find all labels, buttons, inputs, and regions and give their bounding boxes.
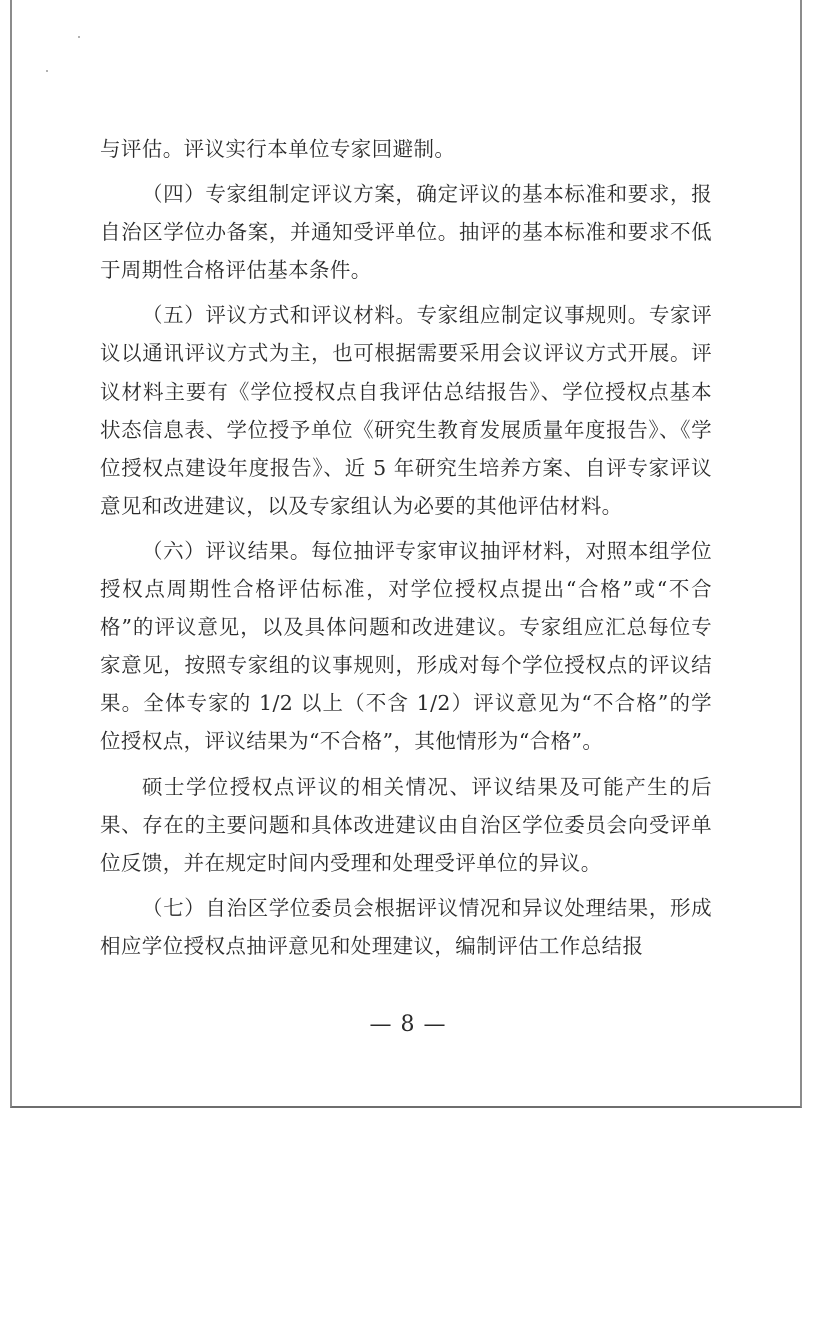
paragraph-item-6: （六）评议结果。每位抽评专家审议抽评材料，对照本组学位授权点周期性合格评估标准，对学位授权点提出“合格”或“不合格”的评议意见，以及具体问题和改进建议。专家组应汇总每位专家意见，按照专家组的议事规则，形成对每个学位授权点的评议结果。全体专家的 1/2 以上（不含 1/2）评议意见为“不合格”的学位授权点，评议结果为“不合格”，其他情形为“合格”。	[100, 538, 712, 754]
paragraph-item-4: （四）专家组制定评议方案，确定评议的基本标准和要求，报自治区学位办备案，并通知受评单位。抽评的基本标准和要求不低于周期性合格评估基本条件。	[100, 182, 712, 283]
page-number: — 8 —	[369, 1012, 447, 1037]
paragraph-continuation: 与评估。评议实行本单位专家回避制。	[100, 137, 456, 161]
paragraph-feedback: 硕士学位授权点评议的相关情况、评议结果及可能产生的后果、存在的主要问题和具体改进建议由自治区学位委员会向受评单位反馈，并在规定时间内受理和处理受评单位的异议。	[100, 774, 712, 875]
scan-speck	[78, 36, 80, 38]
paragraph-item-5: （五）评议方式和评议材料。专家组应制定议事规则。专家评议以通讯评议方式为主，也可根据需要采用会议评议方式开展。评议材料主要有《学位授权点自我评估总结报告》、学位授权点基本状态信息表、学位授予单位《研究生教育发展质量年度报告》、《学位授权点建设年度报告》、近 5 年研究生培养方案、自评专家评议意见和改进建议，以及专家组认为必要的其他评估材料。	[100, 303, 712, 518]
scan-speck	[46, 70, 48, 72]
paragraph-item-7: （七）自治区学位委员会根据评议情况和异议处理结果，形成相应学位授权点抽评意见和处理建议，编制评估工作总结报	[100, 895, 712, 958]
document-body	[100, 130, 712, 972]
